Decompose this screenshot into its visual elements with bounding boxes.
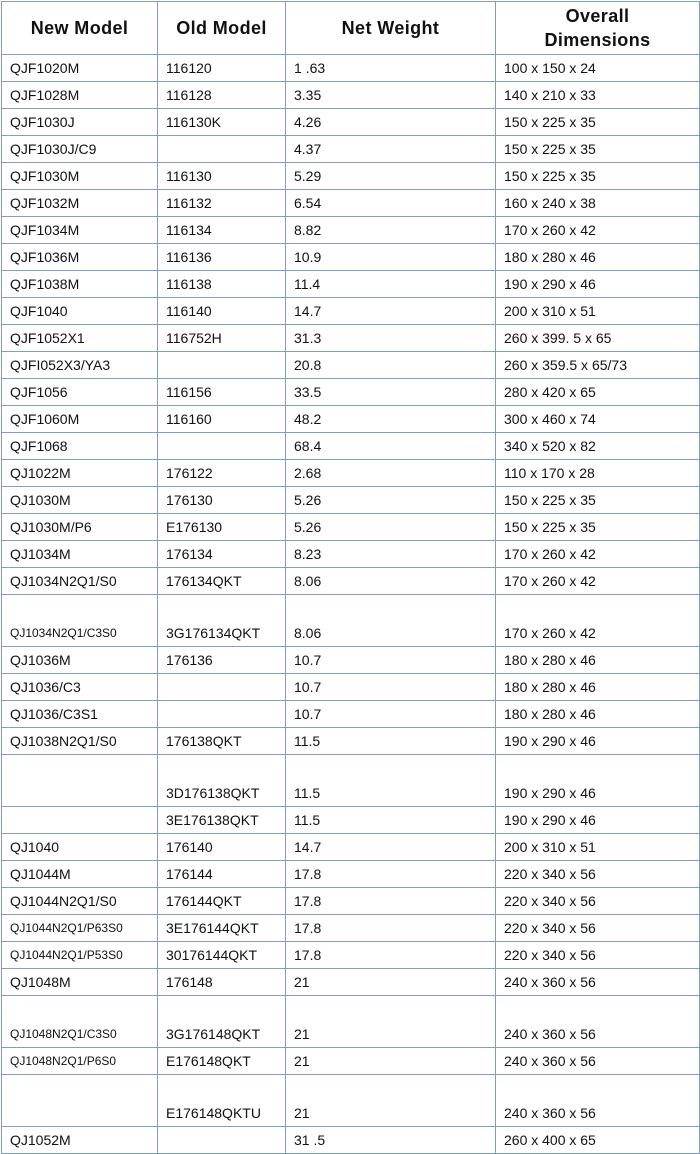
cell-overall-dimensions: 220 x 340 x 56 bbox=[496, 888, 700, 915]
table-row bbox=[2, 701, 700, 728]
header-row bbox=[2, 2, 700, 55]
cell-new-model: QJF1056 bbox=[2, 379, 158, 406]
model-spec-table bbox=[1, 1, 700, 1154]
cell-new-model: QJF1028M bbox=[2, 82, 158, 109]
cell-overall-dimensions: 240 x 360 x 56 bbox=[496, 1075, 700, 1127]
cell-overall-dimensions: 220 x 340 x 56 bbox=[496, 915, 700, 942]
cell-old-model: 116130 bbox=[158, 163, 286, 190]
cell-old-model: 116160 bbox=[158, 406, 286, 433]
cell-net-weight: 3.35 bbox=[286, 82, 496, 109]
table-row bbox=[2, 109, 700, 136]
cell-old-model bbox=[158, 674, 286, 701]
cell-net-weight: 21 bbox=[286, 969, 496, 996]
cell-net-weight: 21 bbox=[286, 1048, 496, 1075]
cell-new-model: QJ1044N2Q1/P53S0 bbox=[2, 942, 158, 969]
cell-net-weight: 10.7 bbox=[286, 701, 496, 728]
cell-new-model: QJ1048M bbox=[2, 969, 158, 996]
table-row bbox=[2, 433, 700, 460]
cell-overall-dimensions: 200 x 310 x 51 bbox=[496, 834, 700, 861]
cell-overall-dimensions: 170 x 260 x 42 bbox=[496, 217, 700, 244]
header-overall-line2: Dimensions bbox=[544, 30, 651, 50]
cell-old-model: 176144QKT bbox=[158, 888, 286, 915]
table-row bbox=[2, 969, 700, 996]
cell-old-model: 116128 bbox=[158, 82, 286, 109]
cell-old-model: 116120 bbox=[158, 55, 286, 82]
cell-new-model: QJ1036M bbox=[2, 647, 158, 674]
table-row bbox=[2, 755, 700, 807]
cell-new-model: QJ1036/C3 bbox=[2, 674, 158, 701]
cell-old-model: 3G176148QKT bbox=[158, 996, 286, 1048]
cell-new-model: QJ1034N2Q1/S0 bbox=[2, 568, 158, 595]
cell-old-model: 3E176138QKT bbox=[158, 807, 286, 834]
table-row bbox=[2, 1127, 700, 1154]
cell-overall-dimensions: 150 x 225 x 35 bbox=[496, 514, 700, 541]
cell-overall-dimensions: 260 x 400 x 65 bbox=[496, 1127, 700, 1154]
cell-new-model: QJF1030J bbox=[2, 109, 158, 136]
cell-net-weight: 21 bbox=[286, 996, 496, 1048]
cell-net-weight: 20.8 bbox=[286, 352, 496, 379]
cell-new-model: QJ1030M bbox=[2, 487, 158, 514]
cell-old-model bbox=[158, 701, 286, 728]
cell-old-model: 3D176138QKT bbox=[158, 755, 286, 807]
cell-old-model: 116132 bbox=[158, 190, 286, 217]
cell-net-weight: 5.26 bbox=[286, 487, 496, 514]
cell-overall-dimensions: 180 x 280 x 46 bbox=[496, 244, 700, 271]
cell-new-model: QJF1032M bbox=[2, 190, 158, 217]
cell-overall-dimensions: 340 x 520 x 82 bbox=[496, 433, 700, 460]
header-overall-dimensions bbox=[496, 2, 700, 55]
table-row bbox=[2, 942, 700, 969]
cell-overall-dimensions: 240 x 360 x 56 bbox=[496, 969, 700, 996]
table-row bbox=[2, 674, 700, 701]
cell-overall-dimensions: 240 x 360 x 56 bbox=[496, 1048, 700, 1075]
cell-overall-dimensions: 150 x 225 x 35 bbox=[496, 136, 700, 163]
cell-old-model: 30176144QKT bbox=[158, 942, 286, 969]
table-row bbox=[2, 406, 700, 433]
cell-new-model: QJF1034M bbox=[2, 217, 158, 244]
cell-net-weight: 1 .63 bbox=[286, 55, 496, 82]
cell-old-model: 176134 bbox=[158, 541, 286, 568]
cell-old-model: 176138QKT bbox=[158, 728, 286, 755]
table-row bbox=[2, 996, 700, 1048]
table-row bbox=[2, 460, 700, 487]
table-row bbox=[2, 82, 700, 109]
table-row bbox=[2, 163, 700, 190]
header-net-weight: Net Weight bbox=[286, 2, 496, 55]
cell-new-model: QJ1034M bbox=[2, 541, 158, 568]
cell-net-weight: 17.8 bbox=[286, 915, 496, 942]
cell-net-weight: 14.7 bbox=[286, 298, 496, 325]
cell-new-model: QJF1052X1 bbox=[2, 325, 158, 352]
cell-overall-dimensions: 190 x 290 x 46 bbox=[496, 755, 700, 807]
cell-overall-dimensions: 180 x 280 x 46 bbox=[496, 647, 700, 674]
cell-new-model: QJ1040 bbox=[2, 834, 158, 861]
cell-old-model bbox=[158, 1127, 286, 1154]
cell-net-weight: 6.54 bbox=[286, 190, 496, 217]
cell-overall-dimensions: 190 x 290 x 46 bbox=[496, 271, 700, 298]
cell-new-model: QJ1036/C3S1 bbox=[2, 701, 158, 728]
cell-old-model: 3G176134QKT bbox=[158, 595, 286, 647]
cell-overall-dimensions: 190 x 290 x 46 bbox=[496, 728, 700, 755]
table-row bbox=[2, 595, 700, 647]
cell-new-model: QJ1044M bbox=[2, 861, 158, 888]
table-row bbox=[2, 379, 700, 406]
table-row bbox=[2, 352, 700, 379]
cell-net-weight: 33.5 bbox=[286, 379, 496, 406]
table-row bbox=[2, 244, 700, 271]
cell-new-model: QJ1044N2Q1/S0 bbox=[2, 888, 158, 915]
cell-old-model: 116140 bbox=[158, 298, 286, 325]
cell-net-weight: 68.4 bbox=[286, 433, 496, 460]
table-row bbox=[2, 55, 700, 82]
cell-old-model: 116130K bbox=[158, 109, 286, 136]
table-row bbox=[2, 1048, 700, 1075]
cell-net-weight: 11.4 bbox=[286, 271, 496, 298]
cell-old-model: 176148 bbox=[158, 969, 286, 996]
table-row bbox=[2, 514, 700, 541]
cell-overall-dimensions: 300 x 460 x 74 bbox=[496, 406, 700, 433]
cell-overall-dimensions: 180 x 280 x 46 bbox=[496, 701, 700, 728]
cell-new-model: QJ1048N2Q1/P6S0 bbox=[2, 1048, 158, 1075]
table-row bbox=[2, 325, 700, 352]
cell-old-model bbox=[158, 433, 286, 460]
cell-overall-dimensions: 240 x 360 x 56 bbox=[496, 996, 700, 1048]
cell-new-model: QJ1030M/P6 bbox=[2, 514, 158, 541]
cell-net-weight: 17.8 bbox=[286, 888, 496, 915]
table-row bbox=[2, 834, 700, 861]
cell-new-model: QJ1034N2Q1/C3S0 bbox=[2, 595, 158, 647]
cell-overall-dimensions: 170 x 260 x 42 bbox=[496, 568, 700, 595]
cell-net-weight: 10.9 bbox=[286, 244, 496, 271]
cell-old-model bbox=[158, 352, 286, 379]
cell-net-weight: 48.2 bbox=[286, 406, 496, 433]
cell-old-model: 3E176144QKT bbox=[158, 915, 286, 942]
cell-net-weight: 4.37 bbox=[286, 136, 496, 163]
cell-overall-dimensions: 160 x 240 x 38 bbox=[496, 190, 700, 217]
cell-net-weight: 17.8 bbox=[286, 861, 496, 888]
table-row bbox=[2, 915, 700, 942]
cell-net-weight: 11.5 bbox=[286, 755, 496, 807]
cell-old-model: E176130 bbox=[158, 514, 286, 541]
cell-net-weight: 11.5 bbox=[286, 728, 496, 755]
cell-new-model: QJF1068 bbox=[2, 433, 158, 460]
cell-old-model: E176148QKT bbox=[158, 1048, 286, 1075]
table-row bbox=[2, 298, 700, 325]
cell-overall-dimensions: 170 x 260 x 42 bbox=[496, 541, 700, 568]
cell-old-model: 176122 bbox=[158, 460, 286, 487]
cell-net-weight: 31.3 bbox=[286, 325, 496, 352]
cell-net-weight: 21 bbox=[286, 1075, 496, 1127]
cell-new-model: QJ1038N2Q1/S0 bbox=[2, 728, 158, 755]
table-row bbox=[2, 1075, 700, 1127]
table-row bbox=[2, 728, 700, 755]
cell-net-weight: 5.29 bbox=[286, 163, 496, 190]
cell-net-weight: 8.06 bbox=[286, 568, 496, 595]
cell-overall-dimensions: 180 x 280 x 46 bbox=[496, 674, 700, 701]
cell-overall-dimensions: 260 x 399. 5 x 65 bbox=[496, 325, 700, 352]
cell-new-model: QJ1048N2Q1/C3S0 bbox=[2, 996, 158, 1048]
cell-new-model: QJF1038M bbox=[2, 271, 158, 298]
cell-old-model: 176140 bbox=[158, 834, 286, 861]
cell-new-model bbox=[2, 755, 158, 807]
cell-net-weight: 17.8 bbox=[286, 942, 496, 969]
cell-old-model: 116752H bbox=[158, 325, 286, 352]
cell-old-model: 116136 bbox=[158, 244, 286, 271]
header-old-model: Old Model bbox=[158, 2, 286, 55]
cell-new-model: QJFI052X3/YA3 bbox=[2, 352, 158, 379]
cell-overall-dimensions: 140 x 210 x 33 bbox=[496, 82, 700, 109]
cell-overall-dimensions: 260 x 359.5 x 65/73 bbox=[496, 352, 700, 379]
cell-old-model: 116134 bbox=[158, 217, 286, 244]
cell-new-model: QJF1020M bbox=[2, 55, 158, 82]
cell-overall-dimensions: 150 x 225 x 35 bbox=[496, 487, 700, 514]
cell-new-model: QJ1052M bbox=[2, 1127, 158, 1154]
header-overall-line1: Overall bbox=[565, 6, 630, 26]
cell-overall-dimensions: 150 x 225 x 35 bbox=[496, 109, 700, 136]
cell-new-model: QJ1022M bbox=[2, 460, 158, 487]
cell-old-model: 176144 bbox=[158, 861, 286, 888]
cell-net-weight: 8.06 bbox=[286, 595, 496, 647]
cell-new-model: QJF1030M bbox=[2, 163, 158, 190]
cell-old-model: E176148QKTU bbox=[158, 1075, 286, 1127]
table-row bbox=[2, 807, 700, 834]
table-row bbox=[2, 861, 700, 888]
table-row bbox=[2, 888, 700, 915]
cell-overall-dimensions: 280 x 420 x 65 bbox=[496, 379, 700, 406]
cell-new-model: QJF1060M bbox=[2, 406, 158, 433]
table-row bbox=[2, 136, 700, 163]
cell-net-weight: 8.23 bbox=[286, 541, 496, 568]
cell-net-weight: 14.7 bbox=[286, 834, 496, 861]
table-row bbox=[2, 487, 700, 514]
cell-old-model bbox=[158, 136, 286, 163]
table-row bbox=[2, 541, 700, 568]
table-row bbox=[2, 271, 700, 298]
cell-new-model: QJF1040 bbox=[2, 298, 158, 325]
cell-overall-dimensions: 220 x 340 x 56 bbox=[496, 942, 700, 969]
cell-old-model: 116138 bbox=[158, 271, 286, 298]
table-row bbox=[2, 190, 700, 217]
cell-new-model bbox=[2, 1075, 158, 1127]
table-row bbox=[2, 568, 700, 595]
cell-overall-dimensions: 200 x 310 x 51 bbox=[496, 298, 700, 325]
header-new-model: New Model bbox=[2, 2, 158, 55]
cell-net-weight: 31 .5 bbox=[286, 1127, 496, 1154]
cell-net-weight: 8.82 bbox=[286, 217, 496, 244]
cell-old-model: 116156 bbox=[158, 379, 286, 406]
cell-net-weight: 10.7 bbox=[286, 674, 496, 701]
cell-overall-dimensions: 220 x 340 x 56 bbox=[496, 861, 700, 888]
cell-new-model: QJF1036M bbox=[2, 244, 158, 271]
cell-net-weight: 5.26 bbox=[286, 514, 496, 541]
table-row bbox=[2, 217, 700, 244]
cell-overall-dimensions: 100 x 150 x 24 bbox=[496, 55, 700, 82]
cell-overall-dimensions: 190 x 290 x 46 bbox=[496, 807, 700, 834]
cell-new-model: QJ1044N2Q1/P63S0 bbox=[2, 915, 158, 942]
cell-new-model: QJF1030J/C9 bbox=[2, 136, 158, 163]
cell-new-model bbox=[2, 807, 158, 834]
cell-net-weight: 11.5 bbox=[286, 807, 496, 834]
cell-overall-dimensions: 110 x 170 x 28 bbox=[496, 460, 700, 487]
cell-overall-dimensions: 150 x 225 x 35 bbox=[496, 163, 700, 190]
cell-old-model: 176136 bbox=[158, 647, 286, 674]
cell-overall-dimensions: 170 x 260 x 42 bbox=[496, 595, 700, 647]
table-row bbox=[2, 647, 700, 674]
cell-net-weight: 4.26 bbox=[286, 109, 496, 136]
cell-net-weight: 2.68 bbox=[286, 460, 496, 487]
cell-old-model: 176134QKT bbox=[158, 568, 286, 595]
cell-net-weight: 10.7 bbox=[286, 647, 496, 674]
cell-old-model: 176130 bbox=[158, 487, 286, 514]
